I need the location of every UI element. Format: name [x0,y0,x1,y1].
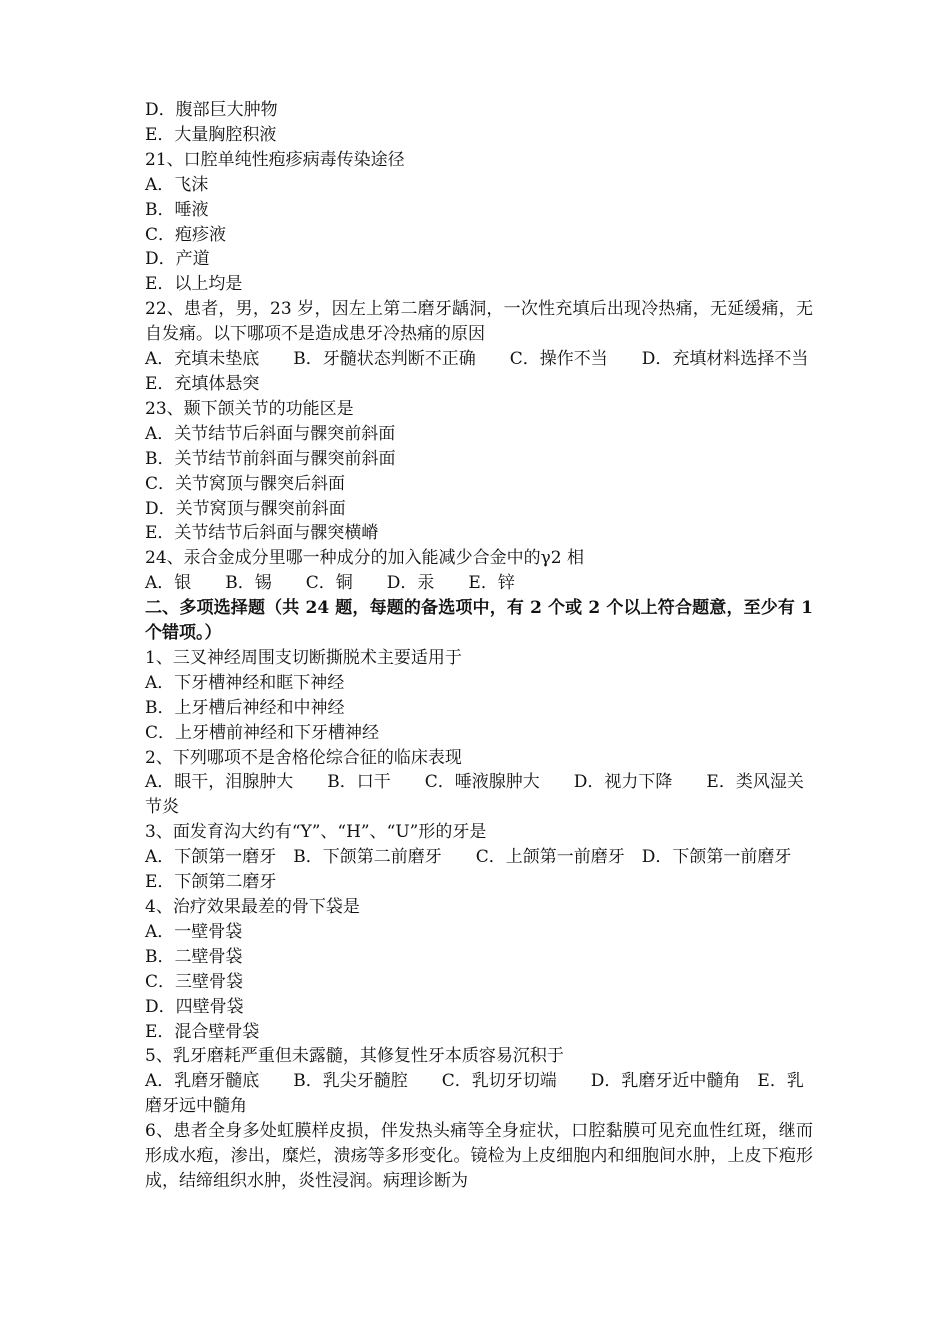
question-line: 5、乳牙磨耗严重但未露髓，其修复性牙本质容易沉积于 [145,1046,564,1067]
options-line: A．银 B．锡 C．铜 D．汞 E．锌 [145,573,515,594]
question-line: 1、三叉神经周围支切断撕脱术主要适用于 [145,647,462,668]
option-line: E．大量胸腔积液 [145,124,277,145]
option-line: D．产道 [145,249,210,270]
option-line: D．腹部巨大肿物 [145,100,278,120]
options-line: A．眼干，泪腺肿大 B．口干 C．唾液腺肿大 D．视力下降 E．类风湿关节炎 [145,772,804,818]
option-line: B．上牙槽后神经和中神经 [145,697,345,718]
question-line: 4、治疗效果最差的骨下袋是 [145,897,360,917]
options-line: A．充填未垫底 B．牙髓状态判断不正确 C．操作不当 D．充填材料选择不当 E．充填体悬突 [145,349,843,394]
option-line: C．关节窝顶与髁突后斜面 [145,473,346,494]
option-line: E．关节结节后斜面与髁突横嵴 [145,523,379,544]
option-line: B．二壁骨袋 [145,946,243,967]
question-line: 24、汞合金成分里哪一种成分的加入能减少合金中的γ2 相 [145,548,585,569]
option-line: A．一壁骨袋 [145,921,243,942]
question-line: 23、颞下颌关节的功能区是 [145,398,354,419]
option-line: A．关节结节后斜面与髁突前斜面 [145,423,396,444]
options-line: A．乳磨牙髓底 B．乳尖牙髓腔 C．乳切牙切端 D．乳磨牙近中髓角 E．乳磨牙远中髓角 [145,1071,804,1117]
option-line: B．唾液 [145,199,209,220]
option-line: A．飞沫 [145,174,209,195]
option-line: B．关节结节前斜面与髁突前斜面 [145,448,396,469]
question-line: 3、面发育沟大约有“Y”、“H”、“U”形的牙是 [145,822,487,843]
question-line: 22、患者，男，23 岁，因左上第二磨牙龋洞，一次性充填后出现冷热痛，无延缓痛，无自发痛。以下哪项不是造成患牙冷热痛的原因 [145,299,813,345]
question-line: 21、口腔单纯性疱疹病毒传染途径 [145,149,405,170]
document-page [145,98,843,1194]
question-line: 2、下列哪项不是舍格伦综合征的临床表现 [145,747,462,768]
question-line: 6、患者全身多处虹膜样皮损，伴发热头痛等全身症状，口腔黏膜可见充血性红斑，继而形成水疱，渗出，糜烂，溃疡等多形变化。镜检为上皮细胞内和细胞间水肿，上皮下疱形成，结缔组织水肿，炎性浸润。病理诊断为 [145,1121,813,1191]
option-line: A．下牙槽神经和眶下神经 [145,672,345,693]
option-line: C．三壁骨袋 [145,971,244,992]
option-line: C．上牙槽前神经和下牙槽神经 [145,722,380,743]
section-heading: 二、多项选择题（共 24 题，每题的备选项中，有 2 个或 2 个以上符合题意，至少有 1 个错项。） [145,598,813,644]
option-line: D．关节窝顶与髁突前斜面 [145,498,346,519]
options-line: A．下颌第一磨牙 B．下颌第二前磨牙 C．上颌第一前磨牙 D．下颌第一前磨牙 E．下颌第二磨牙 [145,847,826,893]
option-line: D．四壁骨袋 [145,996,244,1017]
option-line: C．疱疹液 [145,224,227,245]
option-line: E．混合壁骨袋 [145,1021,260,1042]
option-line: E．以上均是 [145,274,243,295]
